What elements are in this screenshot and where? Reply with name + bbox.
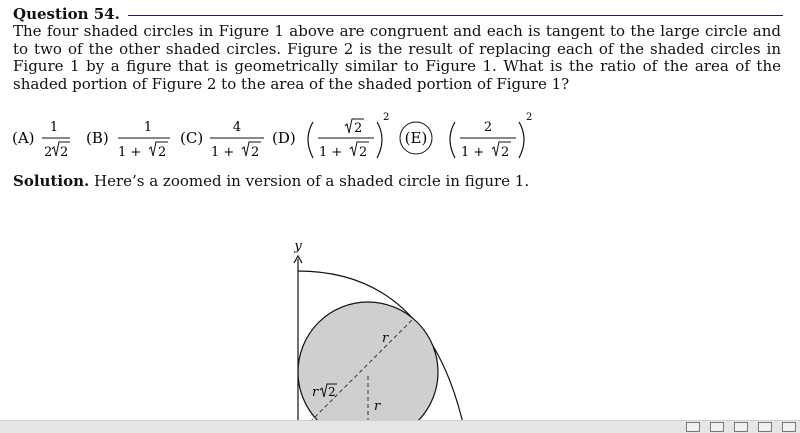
choice-d-label: (D) [272, 129, 296, 147]
choice-d-exponent: 2 [383, 112, 390, 123]
choice-c [180, 120, 264, 160]
r-sqrt2-label-prefix: r [312, 385, 319, 400]
zoom-menu-icon[interactable] [782, 422, 796, 432]
choice-c-numerator: 4 [232, 120, 242, 135]
choice-d [272, 112, 389, 160]
choice-a-den-radicand: 2 [60, 145, 69, 160]
answer-choices [10, 112, 550, 170]
choice-e-label: (E) [404, 129, 428, 147]
choice-c-label: (C) [180, 129, 204, 147]
choice-e-den-prefix: 1 + [461, 145, 489, 160]
choice-d-left-paren [308, 122, 313, 158]
choice-e-left-paren [450, 122, 455, 158]
choice-c-den-prefix: 1 + [211, 145, 239, 160]
choice-b-numerator: 1 [143, 120, 153, 135]
radius-label-upper: r [382, 331, 389, 346]
choice-a-label: (A) [12, 129, 35, 147]
choice-e-exponent: 2 [526, 112, 533, 123]
solution-label: Solution. [13, 172, 90, 190]
single-page-view-icon[interactable] [686, 422, 700, 432]
header-rule [128, 15, 783, 16]
choice-e [400, 112, 532, 160]
choice-b-label: (B) [86, 129, 109, 147]
viewer-status-bar [0, 420, 800, 433]
choice-a [12, 120, 70, 160]
viewer-toolbar-icons [686, 421, 796, 433]
question-text: The four shaded circles in Figure 1 above are congruent and each is tangent to the large circle and to two of the other shaded circles. Figure 2 is the result of replacing each of the shaded circles in Figure 1 by a figure that is geometrically similar to Figure 1. What is the ratio of the area of the shaded portion of Figure 2 to the area of the shaded portion of Figure 1? [13, 22, 781, 93]
r-sqrt2-label-radicand: 2 [328, 385, 336, 399]
question-title: Question 54. [13, 5, 120, 23]
choice-e-right-paren [519, 122, 524, 158]
y-axis-label: y [294, 239, 302, 254]
continuous-view-icon[interactable] [710, 422, 724, 432]
choice-e-numerator: 2 [483, 120, 493, 135]
solution-text: Here’s a zoomed in version of a shaded circle in figure 1. [93, 172, 530, 190]
choice-c-den-radicand: 2 [251, 145, 260, 160]
choice-d-den-prefix: 1 + [319, 145, 347, 160]
choice-a-den-prefix: 2 [44, 145, 53, 160]
zoomed-circle-figure [270, 228, 490, 432]
choice-b [86, 120, 170, 160]
choice-d-den-radicand: 2 [359, 145, 368, 160]
radius-label-lower: r [374, 399, 381, 414]
question-header [13, 4, 783, 24]
choice-d-num-radicand: 2 [354, 121, 363, 136]
solution-line [13, 172, 713, 190]
choice-a-numerator: 1 [49, 120, 59, 135]
choice-d-right-paren [377, 122, 382, 158]
choice-b-den-prefix: 1 + [118, 145, 146, 160]
choice-e-den-radicand: 2 [501, 145, 510, 160]
book-view-icon[interactable] [758, 422, 772, 432]
choice-b-den-radicand: 2 [158, 145, 167, 160]
two-page-view-icon[interactable] [734, 422, 748, 432]
